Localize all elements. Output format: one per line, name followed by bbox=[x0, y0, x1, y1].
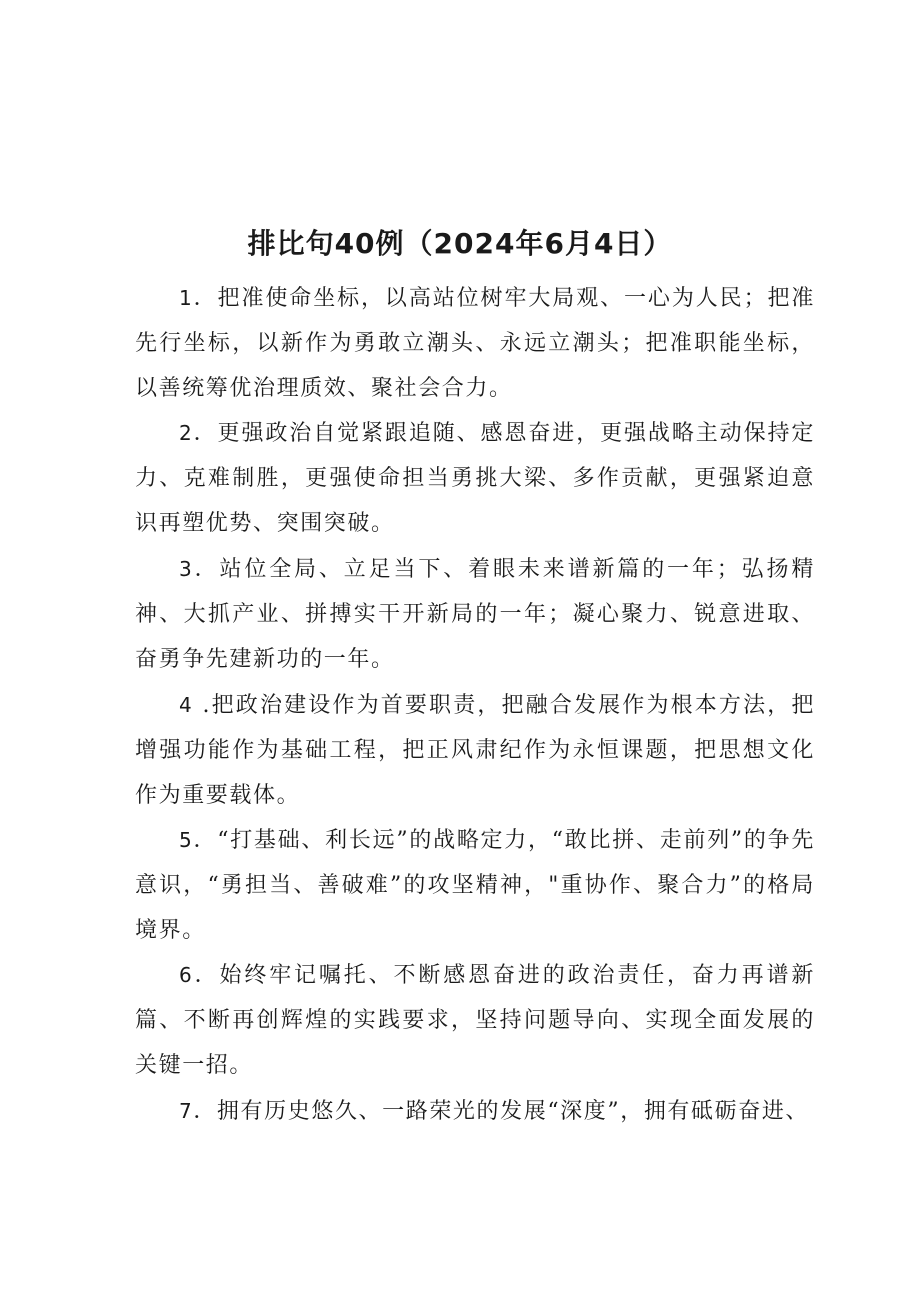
item-text: ．“打基础、利长远”的战略定力，“敢比拼、走前列”的争先意识，“勇担当、善破难”的攻坚精神，"重协作、聚合力”的格局境界。 bbox=[135, 828, 815, 943]
paragraph-item-4 bbox=[135, 683, 815, 818]
item-number: 2 bbox=[179, 421, 194, 445]
item-number: 7 bbox=[179, 1099, 194, 1123]
item-number: 4 bbox=[179, 693, 194, 717]
item-text: ．站位全局、立足当下、着眼未来谱新篇的一年；弘扬精神、大抓产业、拼搏实干开新局的一年；凝心聚力、锐意进取、奋勇争先建新功的一年。 bbox=[135, 557, 815, 672]
document-title: 排比句40例（2024年6月4日） bbox=[247, 227, 673, 260]
item-number: 3 bbox=[179, 557, 194, 581]
item-text: ．把准使命坐标，以高站位树牢大局观、一心为人民；把准先行坐标，以新作为勇敢立潮头、永远立潮头；把准职能坐标，以善统筹优治理质效、聚社会合力。 bbox=[135, 286, 815, 401]
item-text: ．更强政治自觉紧跟追随、感恩奋进，更强战略主动保持定力、克难制胜，更强使命担当勇挑大梁、多作贡献，更强紧迫意识再塑优势、突围突破。 bbox=[135, 421, 815, 536]
item-number: 5 bbox=[179, 828, 194, 852]
paragraph-item-2 bbox=[135, 411, 815, 546]
item-text: ．拥有历史悠久、一路荣光的发展“深度”，拥有砥砺奋进、 bbox=[193, 1099, 810, 1124]
item-text: .把政治建设作为首要职责，把融合发展作为根本方法，把增强功能作为基础工程，把正风肃纪作为永恒课题，把思想文化作为重要载体。 bbox=[135, 693, 815, 808]
item-number: 1 bbox=[179, 286, 194, 310]
paragraph-item-3 bbox=[135, 547, 815, 682]
paragraph-item-6 bbox=[135, 953, 815, 1088]
paragraph-item-5 bbox=[135, 818, 815, 953]
item-text: ．始终牢记嘱托、不断感恩奋进的政治责任，奋力再谱新篇、不断再创辉煌的实践要求，坚持问题导向、实现全面发展的关键一招。 bbox=[135, 963, 815, 1078]
item-number: 6 bbox=[179, 963, 194, 987]
paragraph-item-1 bbox=[135, 276, 815, 411]
paragraph-item-7 bbox=[135, 1089, 815, 1134]
